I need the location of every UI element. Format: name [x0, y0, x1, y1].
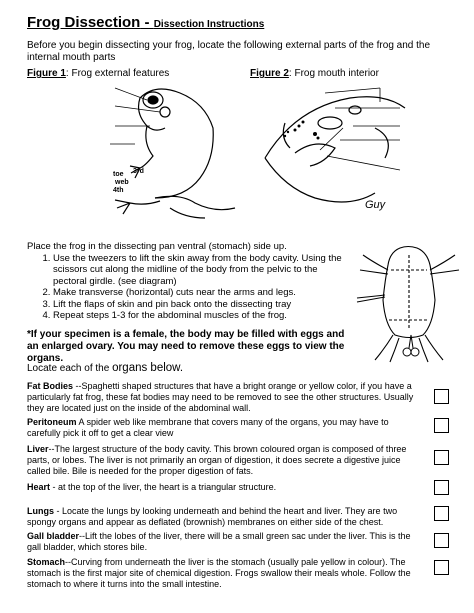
lungs-checkbox[interactable] [434, 506, 449, 521]
organ-description: A spider web like membrane that covers many of the organs, you may have to carefully pick it off to get a clear view [27, 417, 389, 438]
eye-bulge [318, 117, 342, 129]
organ-description: --The largest structure of the body cavity. This brown coloured organ is composed of three parts, or lobes. The liver is not primarily an organ of digestion, it does secrete a digestive juice called bile. Bile is needed for the proper digestion of fats. [27, 444, 407, 476]
instructions [27, 241, 349, 322]
organ-name: Lungs [27, 506, 54, 516]
pointer-line [115, 88, 147, 100]
frog-external-diagram [85, 78, 245, 228]
organ-entry-liver [27, 444, 422, 477]
frog-body-outline [140, 89, 213, 198]
title-subtitle: Dissection Instructions [153, 19, 265, 30]
label-4th: 4th [113, 187, 124, 194]
organ-name: Fat Bodies [27, 381, 74, 391]
frog-tympanum [160, 107, 170, 117]
dissection-diagram [355, 240, 465, 365]
figure1-caption-text: : Frog external features [65, 68, 170, 79]
instruction-step: 1. Use the tweezers to lift the skin away from the body cavity. Using the scissors cut along the midline of the body from the pelvic to the pectoral girdle. (see diagram) [53, 253, 349, 288]
instruction-steps [27, 253, 349, 322]
organ-entry-gall-bladder [27, 531, 422, 553]
label-web: web [115, 179, 129, 186]
organ-entry-heart [27, 482, 422, 493]
organ-entry-stomach [27, 557, 422, 590]
locate-prefix: Locate each of the [27, 363, 113, 374]
organ-description: --Lift the lobes of the liver, there will be a small green sac under the liver. This is the gall bladder, which stores bile. [27, 531, 411, 552]
frog-front-leg [140, 126, 153, 168]
organ-name: Liver [27, 444, 49, 454]
instruction-step: 4. Repeat steps 1-3 for the abdominal muscles of the frog. [53, 310, 349, 322]
page-title [27, 14, 264, 31]
scissors-icon [403, 335, 419, 356]
lower-jaw-outline [265, 158, 375, 202]
pointer-line [325, 88, 380, 93]
instruction-step: 3. Lift the flaps of skin and pin back onto the dissecting tray [53, 299, 349, 311]
figure2-caption-text: : Frog mouth interior [288, 68, 379, 79]
gall-bladder-checkbox[interactable] [434, 533, 449, 548]
organ-entry-fat-bodies [27, 381, 422, 414]
peritoneum-checkbox[interactable] [434, 418, 449, 433]
figure2-label: Figure 2 [250, 68, 289, 79]
fat-bodies-checkbox[interactable] [434, 389, 449, 404]
organ-name: Gall bladder [27, 531, 80, 541]
organ-entry-lungs [27, 506, 422, 528]
organ-name: Peritoneum [27, 417, 77, 427]
label-3rd: 3rd [133, 168, 144, 175]
liver-checkbox[interactable] [434, 450, 449, 465]
intro-paragraph: Before you begin dissecting your frog, locate the following external parts of the frog and the internal mouth parts [27, 40, 431, 63]
figure1-label: Figure 1 [27, 68, 66, 79]
artist-signature: Guy [365, 199, 386, 211]
frog-hind-leg [375, 335, 399, 362]
label-toe: toe [113, 171, 124, 178]
pointer-line [327, 156, 400, 170]
frog-hind-leg [155, 196, 235, 209]
organ-name: Heart [27, 482, 51, 492]
organ-entry-peritoneum [27, 417, 422, 439]
organ-description: --Spaghetti shaped structures that have a bright orange or yellow color, if you have a particularly fat frog, these fat bodies may need to be removed to see the other structures. Usually they are located just on the inside of the abdominal wall. [27, 381, 414, 413]
heart-checkbox[interactable] [434, 480, 449, 495]
title-main: Frog Dissection [27, 14, 141, 31]
locate-emphasis: organs below. [112, 362, 184, 374]
organ-description: - Locate the lungs by looking underneath and behind the heart and liver. They are two spongy organs and appear as deflated (brownish) membranes on either side of the chest. [27, 506, 398, 527]
tongue-outline [295, 144, 335, 166]
frog-front-leg [360, 255, 388, 274]
instructions-lead: Place the frog in the dissecting pan ventral (stomach) side up. [27, 241, 287, 252]
female-specimen-warning: *If your specimen is a female, the body may be filled with eggs and an enlarged ovary. You may need to remove these eggs to view the organs. [27, 329, 345, 364]
tweezers-icon [357, 295, 385, 302]
pointer-line [115, 106, 160, 112]
organ-description: - at the top of the liver, the heart is a triangular structure. [50, 482, 277, 492]
instruction-step: 2. Make transverse (horizontal) cuts near the arms and legs. [53, 287, 349, 299]
organ-name: Stomach [27, 557, 66, 567]
stomach-checkbox[interactable] [434, 560, 449, 575]
locate-heading [27, 362, 183, 374]
organ-description: --Curving from underneath the liver is the stomach (usually pale yellow in colour). The stomach is the first major site of chemical digestion. Frogs swallow their meals whole. Follow the stomach to where it turns into the small intestine. [27, 557, 411, 589]
frog-mouth-diagram [255, 78, 455, 228]
title-separator: - [140, 14, 154, 31]
